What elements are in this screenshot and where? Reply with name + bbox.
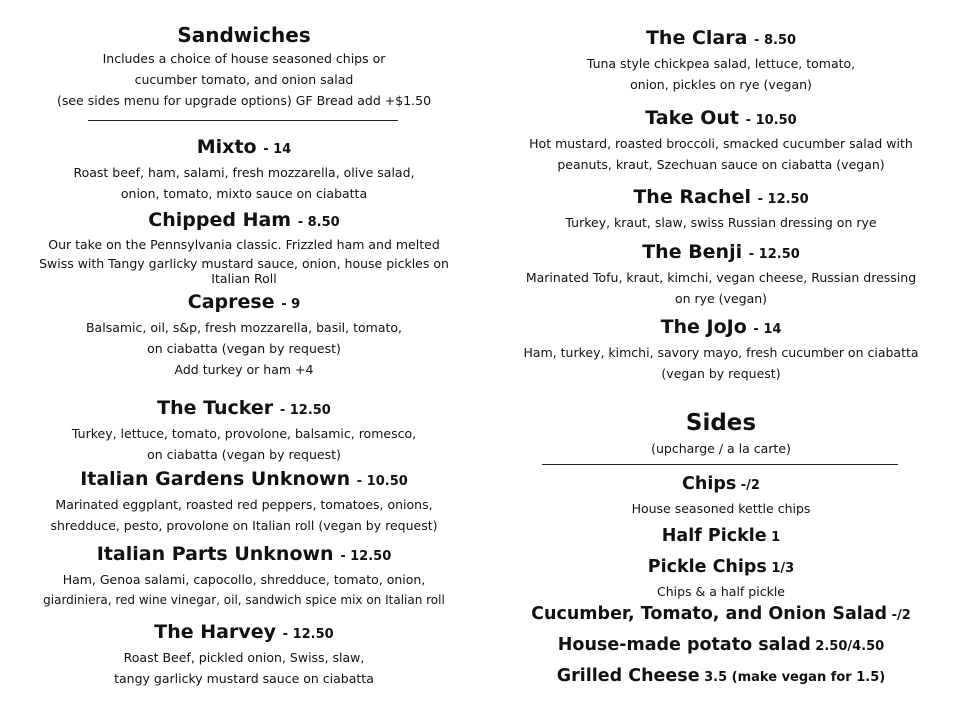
section-intro-line: cucumber tomato, and onion salad <box>134 72 354 87</box>
side-price: -/2 <box>887 608 911 623</box>
menu-item <box>490 315 952 384</box>
item-price: - 14 <box>263 142 292 157</box>
item-desc-line: Marinated Tofu, kraut, kimchi, vegan cheese, Russian dressing <box>525 270 917 285</box>
item-price: - 14 <box>753 322 782 337</box>
side-item <box>490 555 952 602</box>
menu-item <box>5 135 483 204</box>
item-name: Italian Parts Unknown <box>96 543 334 565</box>
menu-item <box>5 290 483 380</box>
side-price: 1/3 <box>766 561 795 576</box>
item-name: Mixto <box>196 136 257 158</box>
item-name: The Harvey <box>154 621 277 643</box>
item-desc-line: Swiss with Tangy garlicky mustard sauce, onion, house pickles on <box>39 256 449 271</box>
side-desc: Chips & a half pickle <box>656 584 785 599</box>
section-title: Sides <box>685 410 757 436</box>
divider <box>542 464 898 465</box>
menu-item <box>5 542 483 611</box>
item-desc-line: onion, pickles on rye (vegan) <box>630 77 812 92</box>
side-item <box>490 524 952 550</box>
item-price: - 10.50 <box>745 113 797 128</box>
side-item <box>490 664 952 690</box>
item-price: - 12.50 <box>282 627 334 642</box>
menu-item <box>490 106 952 175</box>
item-price: - 12.50 <box>340 549 392 564</box>
item-desc-line: Ham, turkey, kimchi, savory mayo, fresh cucumber on ciabatta <box>523 345 919 360</box>
item-desc-line: Ham, Genoa salami, capocollo, shredduce, tomato, onion, <box>62 572 426 587</box>
left-column <box>5 0 483 720</box>
item-desc-line: Our take on the Pennsylvania classic. Frizzled ham and melted <box>48 237 440 252</box>
item-desc-line: Tuna style chickpea salad, lettuce, tomato, <box>586 56 856 71</box>
item-desc-line: Marinated eggplant, roasted red peppers, tomatoes, onions, <box>55 497 433 512</box>
side-item <box>490 602 952 628</box>
item-desc-line: on ciabatta (vegan by request) <box>147 341 341 356</box>
item-price: - 12.50 <box>748 247 800 262</box>
item-price: - 8.50 <box>297 215 340 230</box>
item-desc-line: Turkey, kraut, slaw, swiss Russian dressing on rye <box>565 215 877 230</box>
side-price: 3.5 (make vegan for 1.5) <box>699 670 886 685</box>
sandwiches-header <box>5 22 483 111</box>
side-price: 2.50/4.50 <box>810 639 885 654</box>
side-name: House-made potato salad <box>557 635 811 655</box>
item-desc-line: Add turkey or ham +4 <box>174 362 314 377</box>
side-name: Chips <box>682 474 737 494</box>
item-desc-line: tangy garlicky mustard sauce on ciabatta <box>114 671 374 686</box>
item-name: The JoJo <box>660 316 747 338</box>
section-subtitle: (upcharge / a la carte) <box>651 441 791 456</box>
right-column <box>490 0 952 720</box>
item-name: Take Out <box>645 107 740 129</box>
side-price: -/2 <box>736 478 760 493</box>
item-desc-line: shredduce, pesto, provolone on Italian roll (vegan by request) <box>50 518 438 533</box>
sides-header <box>490 408 952 459</box>
item-desc-line: Hot mustard, roasted broccoli, smacked cucumber salad with <box>529 136 913 151</box>
item-name: The Rachel <box>633 186 751 208</box>
side-desc: House seasoned kettle chips <box>631 501 811 516</box>
item-desc-line: Roast Beef, pickled onion, Swiss, slaw, <box>123 650 365 665</box>
item-desc-line: (vegan by request) <box>661 366 781 381</box>
menu-item <box>490 26 952 95</box>
item-name: Chipped Ham <box>148 209 292 231</box>
item-name: Italian Gardens Unknown <box>80 468 351 490</box>
item-name: The Clara <box>645 27 748 49</box>
side-price: 1 <box>766 530 781 545</box>
item-desc-line: Italian Roll <box>211 271 277 286</box>
item-price: - 12.50 <box>279 403 331 418</box>
item-desc-line: Roast beef, ham, salami, fresh mozzarella, olive salad, <box>73 165 415 180</box>
item-desc-line: Balsamic, oil, s&p, fresh mozzarella, basil, tomato, <box>85 320 402 335</box>
side-item <box>490 633 952 659</box>
side-name: Grilled Cheese <box>556 666 700 686</box>
menu-item <box>5 620 483 689</box>
item-price: - 8.50 <box>754 33 797 48</box>
section-title: Sandwiches <box>177 23 311 47</box>
item-price: - 12.50 <box>757 192 809 207</box>
menu-item <box>5 467 483 536</box>
item-name: The Tucker <box>157 397 274 419</box>
item-desc-line: giardiniera, red wine vinegar, oil, sandwich spice mix on Italian roll <box>43 593 445 607</box>
item-name: Caprese <box>187 291 275 313</box>
menu-item <box>5 208 483 285</box>
item-desc-line: on ciabatta (vegan by request) <box>147 447 341 462</box>
item-price: - 9 <box>281 297 301 312</box>
item-desc-line: on rye (vegan) <box>674 291 768 306</box>
menu-item <box>490 240 952 309</box>
item-desc-line: peanuts, kraut, Szechuan sauce on ciabatta (vegan) <box>557 157 885 172</box>
item-price: - 10.50 <box>356 474 408 489</box>
side-name: Pickle Chips <box>647 557 767 577</box>
section-intro-line: (see sides menu for upgrade options) GF Bread add +$1.50 <box>56 93 432 108</box>
side-item <box>490 472 952 519</box>
item-name: The Benji <box>642 241 743 263</box>
menu-item <box>5 396 483 465</box>
side-name: Cucumber, Tomato, and Onion Salad <box>531 604 888 624</box>
menu-item <box>490 185 952 233</box>
divider <box>88 120 398 121</box>
section-intro-line: Includes a choice of house seasoned chips or <box>102 51 386 66</box>
item-desc-line: Turkey, lettuce, tomato, provolone, balsamic, romesco, <box>71 426 417 441</box>
side-name: Half Pickle <box>661 526 767 546</box>
item-desc-line: onion, tomato, mixto sauce on ciabatta <box>120 186 368 201</box>
